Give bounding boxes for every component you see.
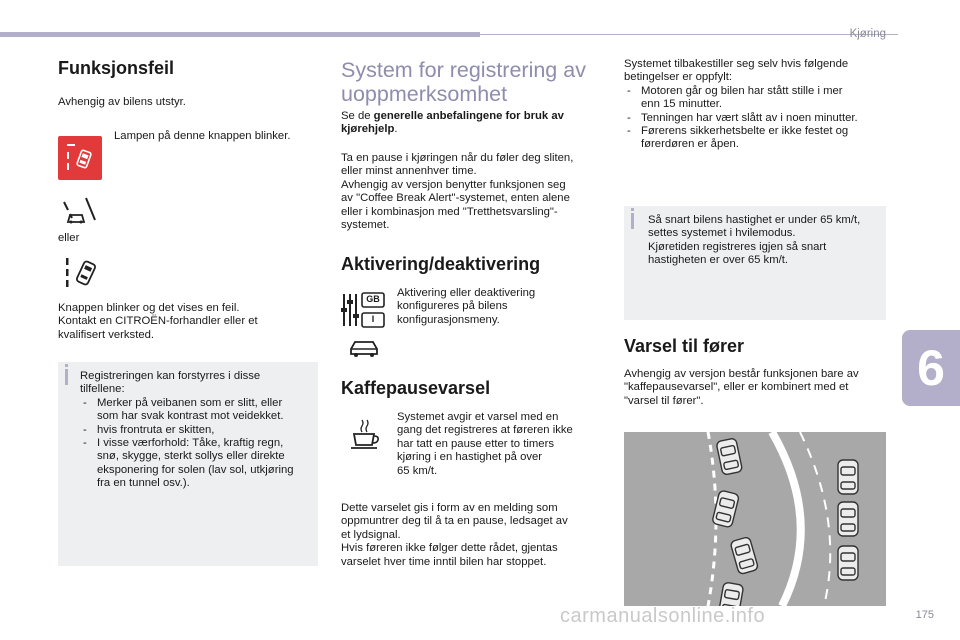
- activation-text: Aktivering eller deaktivering konfigureres på bilens konfigurasjonsmeny.: [397, 287, 536, 326]
- header-bar: [0, 32, 480, 37]
- pause-paragraph: Ta en pause i kjøringen når du føler deg sliten, eller minst annenhver time. Avhengig av versjon benytter funksjonen seg av "Coffee Break Alert"-systemet, enten alene eller i kombinasjon med "Tretthetsvarsling"- systemet.: [341, 152, 574, 232]
- list-item: - hvis frontruta er skitten,: [80, 424, 316, 437]
- reset-conditions: Systemet tilbakestiller seg selv hvis følgende betingelser er oppfylt: - Motoren går og bilen har stått stille i mer enn 15 minutter. - Tenningen har vært slått av i noen minutter. - Førerens sikkerhetsbelte er ikke festet og førerdøren er åpen.: [624, 58, 886, 152]
- info-icon: [65, 369, 69, 385]
- info-box-speed: Så snart bilens hastighet er under 65 km/t, settes systemet i hvilemodus. Kjøretiden registreres igjen så snart hastigheten er over 65 km/t.: [624, 206, 886, 320]
- intro-text: Avhengig av bilens utstyr.: [58, 96, 186, 108]
- chapter-number: 6: [917, 340, 945, 396]
- list-item: - Førerens sikkerhetsbelte er ikke festet og førerdøren er åpen.: [624, 125, 886, 152]
- heading-funksjonsfeil: Funksjonsfeil: [58, 58, 175, 78]
- list-item: - Motoren går og bilen har stått stille i mer enn 15 minutter.: [624, 85, 886, 112]
- heading-coffee-break: Kaffepausevarsel: [341, 378, 491, 398]
- section-label: Kjøring: [849, 28, 886, 40]
- list-item: - I visse værforhold: Tåke, kraftig regn, snø, skygge, sterkt sollys eller direkte eksponering for solen (lav sol, utkjøring fra en tunnel osv.).: [80, 437, 316, 491]
- see-recommendations: Se de generelle anbefalingene for bruk av kjørehjelp.: [341, 110, 564, 136]
- or-text: eller: [58, 232, 80, 244]
- car-icon: [348, 338, 380, 360]
- page-number: 175: [915, 609, 934, 621]
- interference-list: [80, 397, 316, 491]
- lane-warning-icon: [60, 196, 98, 224]
- road-illustration: [624, 432, 886, 606]
- heading-activation: Aktivering/deaktivering: [341, 254, 541, 274]
- heading-driver-warning: Varsel til fører: [624, 336, 745, 356]
- blink-text: Knappen blinker og det vises en feil. Kontakt en CITROËN-forhandler eller et kvalifisert verksted.: [58, 302, 258, 341]
- driver-warning-text: Avhengig av versjon består funksjonen bare av "kaffepausevarsel", eller er kombinert med et "varsel til fører".: [624, 368, 859, 407]
- driver-attention-icon: [64, 256, 100, 290]
- list-item: - Tenningen har vært slått av i noen minutter.: [624, 112, 886, 125]
- lamp-text: Lampen på denne knappen blinker.: [114, 130, 291, 142]
- list-item: - Merker på veibanen som er slitt, eller som har svak kontrast mot veidekket.: [80, 397, 316, 424]
- heading-attention-system: System for registrering av uoppmerksomhet: [341, 58, 586, 106]
- watermark: carmanualsonline.info: [560, 605, 766, 627]
- gb-label: GB: [366, 294, 380, 304]
- coffee-paragraph: Dette varselet gis i form av en melding som oppmuntrer deg til å ta en pause, ledsaget av et lydsignal. Hvis føreren ikke følger dette rådet, gjentas varselet hver time inntil bilen har stoppet.: [341, 502, 568, 568]
- coffee-text: Systemet avgir et varsel med en gang det registreres at føreren ikke har tatt en pause etter to timers kjøring i en hastighet på over 65 km/t.: [397, 411, 573, 477]
- reset-list: [624, 85, 886, 152]
- header-line: [480, 34, 898, 35]
- chapter-tab: [902, 330, 960, 406]
- lamp-button-icon: [58, 136, 102, 180]
- i-label: I: [371, 314, 375, 324]
- coffee-cup-icon: [348, 418, 382, 450]
- info-icon: [631, 213, 635, 229]
- info-box-interference: Registreringen kan forstyrres i disse tilfellene: - Merker på veibanen som er slitt, eller som har svak kontrast mot veidekket. - hvis frontruta er skitten, - I visse værforhold: Tåke, kraftig regn, snø, skygge, sterkt sollys eller direkte eksponering for solen (lav sol, utkjøring fra en tunnel osv.).: [58, 362, 318, 566]
